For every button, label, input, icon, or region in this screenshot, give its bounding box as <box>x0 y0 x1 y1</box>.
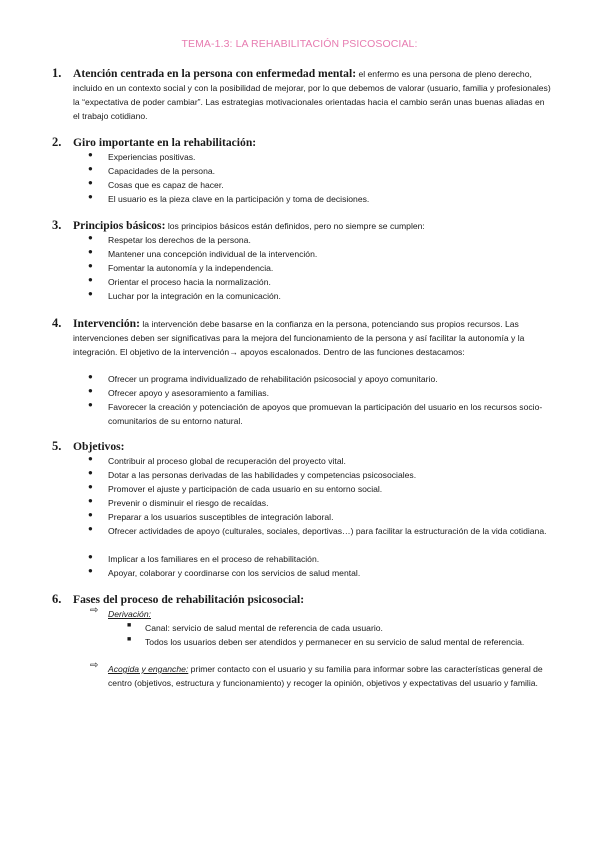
section-5-bullet-2: Dotar a las personas derivadas de las habilidades y competencias psicosociales. <box>108 470 417 480</box>
section-5-bullet-6: Ofrecer actividades de apoyo (culturales, sociales, deportivas…) para facilitar la estructuración de la vida cotidiana. <box>108 526 547 536</box>
bullet-icon: ● <box>88 164 93 173</box>
bullet-icon: ● <box>88 233 93 242</box>
section-4-bullet-3: Favorecer la creación y potenciación de apoyos que promuevan la participación del usuario en los recursos socio-comunitarios de su entorno natural. <box>108 402 543 427</box>
section-1-number: 1. <box>52 66 62 80</box>
section-6-number: 6. <box>52 592 62 606</box>
section-1-heading-sep: : <box>352 67 357 80</box>
section-6-heading <box>73 593 551 607</box>
section-3-number: 3. <box>52 218 62 232</box>
section-3-bullet-5: Luchar por la integración en la comunicación. <box>108 291 281 301</box>
phase-1-subitem-1: Canal: servicio de salud mental de referencia de cada usuario. <box>145 623 383 633</box>
section-4-number: 4. <box>52 316 62 330</box>
bullet-icon: ● <box>88 275 93 284</box>
section-5-number: 5. <box>52 439 62 453</box>
bullet-icon: ● <box>88 552 93 561</box>
bullet-icon: ● <box>88 247 93 256</box>
square-bullet-icon: ■ <box>127 636 132 643</box>
phase-1-subitem-2: Todos los usuarios deben ser atendidos y permanecer en su servicio de salud mental de referencia. <box>145 637 525 647</box>
bullet-icon: ● <box>88 178 93 187</box>
section-3-bullet-1: Respetar los derechos de la persona. <box>108 235 251 245</box>
bullet-icon: ● <box>88 386 93 395</box>
document-title: TEMA-1.3: LA REHABILITACIÓN PSICOSOCIAL: <box>181 38 418 50</box>
section-3-bullet-2: Mantener una concepción individual de la intervención. <box>108 249 318 259</box>
section-2-heading-text: Giro importante en la rehabilitación: <box>73 136 257 149</box>
section-2-bullet-2: Capacidades de la persona. <box>108 166 216 176</box>
section-3-text: los principios básicos están definidos, pero no siempre se cumplen: <box>167 221 425 231</box>
bullet-icon: ● <box>88 566 93 575</box>
bullet-icon: ● <box>88 372 93 381</box>
bullet-icon: ● <box>88 496 93 505</box>
section-1-text: el enfermo es una persona de pleno derecho, incluido en un contexto social y con la posibilidad de mejorar, por lo que debemos de valorar (usuario, familia y profesionales) la “expectativa de poder cambiar”. Las estrategias motivacionales orientadas hacia el cambio serán unas buenas aliadas en el trabajo cotidiano. <box>73 69 551 122</box>
section-1-paragraph <box>73 67 551 123</box>
section-4-paragraph <box>73 317 551 359</box>
section-6-heading-text: Fases del proceso de rehabilitación psicosocial: <box>73 593 305 606</box>
section-5-bullet-5: Preparar a los usuarios susceptibles de integración laboral. <box>108 512 334 522</box>
section-5-bullet-8: Apoyar, colaborar y coordinarse con los servicios de salud mental. <box>108 568 361 578</box>
section-4-text: la intervención debe basarse en la confianza en la persona, potenciando sus propios recursos. Las intervenciones deben ser significativas para la mejora del funcionamiento de la persona y así facilitar la autonomía y la integración. El objetivo de la intervención→ apoyos escalonados. Dentro de las funciones destacamos: <box>73 319 525 358</box>
arrow-right-icon: ⇨ <box>90 660 99 671</box>
bullet-icon: ● <box>88 482 93 491</box>
section-5-heading-text: Objetivos: <box>73 440 125 453</box>
section-4-bullet-2: Ofrecer apoyo y asesoramiento a familias. <box>108 388 269 398</box>
section-2-heading <box>73 136 551 150</box>
bullet-icon: ● <box>88 289 93 298</box>
bullet-icon: ● <box>88 261 93 270</box>
section-2-bullet-4: El usuario es la pieza clave en la participación y toma de decisiones. <box>108 194 370 204</box>
section-5-bullet-1: Contribuir al proceso global de recuperación del proyecto vital. <box>108 456 346 466</box>
phase-2-label: Acogida y enganche: <box>108 664 189 674</box>
bullet-icon: ● <box>88 150 93 159</box>
bullet-icon: ● <box>88 454 93 463</box>
section-5-bullet-4: Prevenir o disminuir el riesgo de recaídas. <box>108 498 269 508</box>
section-2-bullet-3: Cosas que es capaz de hacer. <box>108 180 224 190</box>
phase-1-label: Derivación: <box>108 609 151 619</box>
phase-2-text: primer contacto con el usuario y su familia para informar sobre las características general de centro (objetivos, estructura y funcionamiento) y recoger la opinión, objetivos y expectativas del usuario y familia. <box>108 664 543 689</box>
section-1-heading: Atención centrada en la persona con enfermedad mental <box>73 67 353 80</box>
phase-2-paragraph <box>108 662 548 690</box>
section-3-heading: Principios básicos: <box>73 219 166 232</box>
bullet-icon: ● <box>88 510 93 519</box>
section-5-bullet-3: Promover el ajuste y participación de cada usuario en su entorno social. <box>108 484 383 494</box>
bullet-icon: ● <box>88 192 93 201</box>
section-5-heading <box>73 440 551 454</box>
section-3-paragraph <box>73 219 551 233</box>
section-5-bullet-7: Implicar a los familiares en el proceso de rehabilitación. <box>108 554 320 564</box>
section-2-number: 2. <box>52 135 62 149</box>
section-4-heading: Intervención: <box>73 317 140 330</box>
section-3-bullet-4: Orientar el proceso hacia la normalización. <box>108 277 271 287</box>
bullet-icon: ● <box>88 524 93 533</box>
section-2-bullet-1: Experiencias positivas. <box>108 152 196 162</box>
section-4-bullet-1: Ofrecer un programa individualizado de rehabilitación psicosocial y apoyo comunitario. <box>108 374 438 384</box>
arrow-right-icon: ⇨ <box>90 605 99 616</box>
square-bullet-icon: ■ <box>127 622 132 629</box>
section-3-bullet-3: Fomentar la autonomía y la independencia. <box>108 263 274 273</box>
phase-1-name <box>108 607 538 621</box>
bullet-icon: ● <box>88 400 93 409</box>
bullet-icon: ● <box>88 468 93 477</box>
